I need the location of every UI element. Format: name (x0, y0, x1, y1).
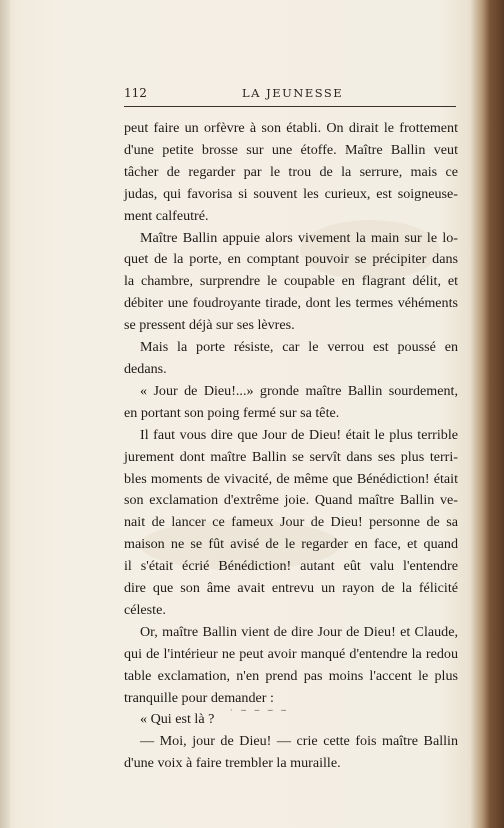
text-line: dire que son âme avait entrevu un rayon de la félicité (124, 580, 458, 597)
text-line: en portant son poing fermé sur sa tête. (124, 404, 340, 421)
text-line: qui de l'intérieur ne peut avoir manqué d'entendre la redou (124, 645, 458, 662)
text-line: Maître Ballin appuie alors vivement la main sur le lo- (140, 229, 458, 246)
page-edge (0, 0, 10, 828)
text-line: d'une voix à faire trembler la muraille. (124, 755, 341, 772)
text-line: d'une petite brosse sur une étoffe. Maître Ballin veut (124, 141, 458, 158)
header-rule (124, 106, 456, 107)
text-line: débiter une foudroyante tirade, dont les termes véhéments (124, 295, 458, 312)
text-line: Mais la porte résiste, car le verrou est poussé en (140, 339, 458, 356)
text-line: tranquille pour demander : (124, 689, 274, 706)
text-line: dedans. (124, 360, 167, 377)
body-text (124, 118, 458, 775)
text-line: peut faire un orfèvre à son établi. On dirait le frottement (124, 120, 458, 136)
text-line: tâcher de regarder par le trou de la serrure, mais ce (124, 163, 458, 180)
text-line: ment calfeutré. (124, 207, 209, 224)
text-line: céleste. (124, 601, 166, 618)
page-number: 112 (124, 86, 147, 100)
text-line: « Jour de Dieu!...» gronde maître Ballin sourdement, (140, 382, 458, 399)
text-line: jurement dont maître Ballin se servît dans ses plus terri- (124, 448, 458, 465)
text-line: la chambre, surprendre le coupable en flagrant délit, et (124, 273, 458, 290)
text-line: se pressent déjà sur ses lèvres. (124, 317, 295, 334)
text-line: nait de lancer ce fameux Jour de Dieu! personne de sa (124, 514, 458, 531)
page-header (124, 86, 460, 106)
text-line: maison ne se fût avisé de le regarder en face, et quand (124, 536, 458, 553)
text-line: judas, qui favorisa si souvent les curieux, est soigneuse- (124, 185, 458, 202)
text-line: table exclamation, n'en prend pas moins l'accent le plus (124, 667, 458, 684)
end-ornament: · ─ ─ ─ ─ (230, 706, 289, 715)
running-title: LA JEUNESSE (242, 86, 344, 100)
text-line: bles moments de vivacité, de même que Bénédiction! était (124, 470, 458, 487)
text-line: — Moi, jour de Dieu! — crie cette fois maître Ballin (140, 733, 458, 750)
text-line: « Qui est là ? (140, 711, 215, 728)
text-line: son exclamation d'extrême joie. Quand maître Ballin ve- (124, 492, 458, 509)
text-line: Or, maître Ballin vient de dire Jour de Dieu! et Claude, (140, 623, 458, 640)
text-line: Il faut vous dire que Jour de Dieu! était le plus terrible (140, 426, 458, 443)
text-line: quet de la porte, en comptant pouvoir se précipiter dans (124, 251, 458, 268)
text-line: il s'était écrié Bénédiction! autant eût valu l'entendre (124, 558, 458, 575)
